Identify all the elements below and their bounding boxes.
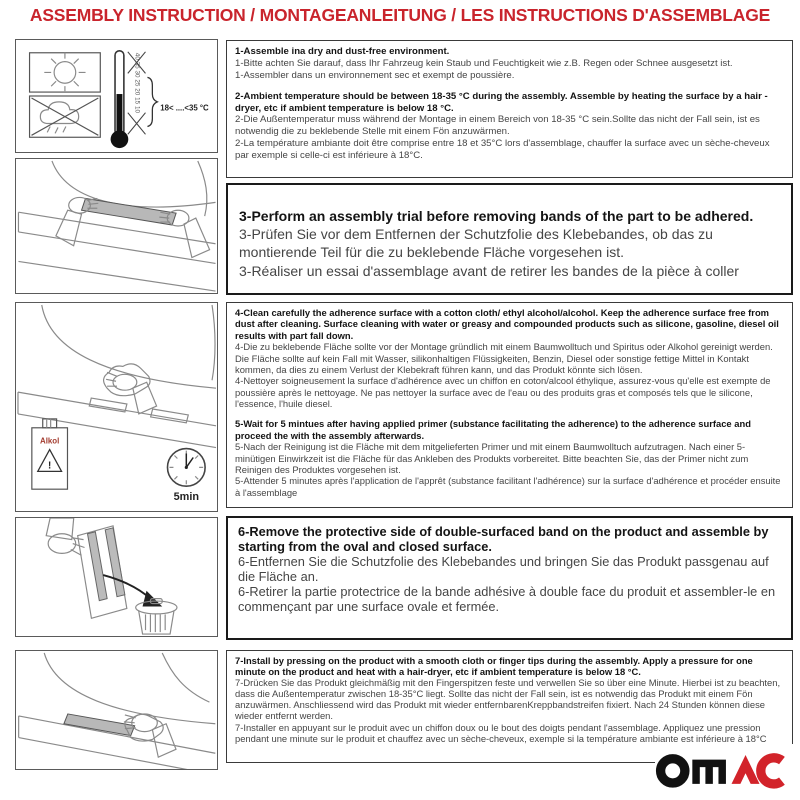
climate-illustration — [15, 39, 218, 153]
sill-plate-strip — [82, 198, 177, 225]
step-1 — [235, 46, 784, 82]
step-5-de: 5-Nach der Reinigung ist die Fläche mit dem mitgelieferten Primer und mit einem Baumwolltuch aufzutragen. Nach einer 5-minütigen Einwirkzeit ist die Fläche für das Ankleben des Produkts vorbereitet. Bitte beachten Sie, das der Primer nicht zum Reinigen des Produktes vorgesehen ist. — [235, 441, 749, 475]
trash-can-icon — [136, 599, 177, 634]
instructions-step-3 — [226, 183, 793, 295]
step-3-fr: 3-Réaliser un essai d'assemblage avant de retirer les bandes de la pièce à coller — [239, 262, 739, 279]
step-6-en: 6-Remove the protective side of double-surfaced band on the product and assemble by starting from the oval and closed surface. — [238, 524, 769, 554]
step-4-fr: 4-Nettoyer soigneusement la surface d'adhérence avec un chiffon en coton/alcool éthylique, assurez-vous qu'elle est exempte de poussière après le nettoyage. Ne pas nettoyer la surface avec de l'eau ou des produits gras et composés tels que le silicone, l'essence, l'huile diesel. — [235, 375, 771, 409]
clock-icon — [167, 449, 205, 503]
step-4-en: 4-Clean carefully the adherence surface with a cotton cloth/ ethyl alcohol/alcohol. Keep the adherence surface free from dust after cleaning. Surface cleaning with water or greasy and compounded products such as silicone, gasoline, diesel oil results with part fall down. — [235, 307, 779, 341]
step-6 — [238, 525, 781, 615]
step-6-de: 6-Entfernen Sie die Schutzfolie des Klebebandes und bringen Sie das Produkt passgenau auf die Fläche an. — [238, 553, 769, 584]
adhesive-band-strip — [105, 528, 125, 597]
omac-logo — [655, 744, 795, 794]
step-2-de: 2-Die Außentemperatur muss während der Montage in einem Bereich von 18-35 °C sein.Sollte das nicht der Fall sein, ist es notwendig die zu beklebende Stelle mit einem Fön anzuwärmen. — [235, 114, 760, 138]
thermometer-icon — [111, 51, 209, 148]
clock-label: 5min — [173, 491, 200, 504]
temp-range-label: 18< ....<35 °C — [160, 103, 209, 113]
step-7-fr: 7-Installer en appuyant sur le produit avec un chiffon doux ou le bout des doigts pendant l'assemblage. Appliquez une pression pendant une minute sur le produit et chauffez avec un sèche-cheveux, exemple si la température ambiante est inférieure à 18°C — [235, 721, 767, 744]
sun-icon — [30, 53, 101, 92]
step-1-fr: 1-Assembler dans un environnement sec et exempt de poussière. — [235, 69, 515, 81]
peel-band-illustration — [15, 517, 218, 637]
page-title: ASSEMBLY INSTRUCTION / MONTAGEANLEITUNG / LES INSTRUCTIONS D'ASSEMBLAGE — [29, 5, 771, 25]
step-2 — [235, 91, 784, 162]
logo-letter-a — [732, 755, 760, 784]
climate-icons — [16, 40, 217, 152]
logo-letter-o — [661, 759, 685, 783]
step-3-de: 3-Prüfen Sie vor dem Entfernen der Schutzfolie des Klebebandes, ob das zu montierende Teil für die zu beklebende Fläche vorgesehen ist. — [239, 226, 713, 261]
sill-plate-strip — [64, 714, 135, 736]
step-5-en: 5-Wait for 5 mintues after having applied primer (substance facilitating the adherence) to the adherence surface and proceed the with the assembly afterwards. — [235, 418, 751, 441]
car-door-sill-icon — [19, 653, 216, 769]
step-2-en: 2-Ambient temperature should be between 18-35 °C during the assembly. Assemble by heating the surface by a hair -dryer, etc if ambient temperature is below 18 °C. — [235, 90, 768, 114]
instructions-step-1-2 — [226, 40, 793, 178]
adhesive-band-strip — [87, 532, 107, 601]
step-1-en: 1-Assemble ina dry and dust-free environment. — [235, 46, 450, 57]
step-4 — [235, 307, 784, 409]
step-1-de: 1-Bitte achten Sie darauf, dass Ihr Fahrzeug kein Staub und Feuchtigkeit wie z.B. Regen oder Schnee ausgesetzt ist. — [235, 57, 733, 69]
logo-letter-c — [761, 758, 782, 784]
brace-glyph — [147, 77, 157, 126]
instructions-step-6 — [226, 516, 793, 640]
step-7-de: 7-Drücken Sie das Produkt gleichmäßig mit den Fingerspitzen feste und verwellen Sie so über eine Minute. Hierbei ist zu beachten, dass die Außentemperatur zwischen 18-35°C liegt. Sollte das nicht der Fall sein, ist es notwendig das Produkt mit einem Fön anzuwärmen. Anschliessend wird das Produkt mit wieder entfernbarenKreppbandstreifen fixiert. Nach 24 Stunden können diese wieder entfernt werden. — [235, 677, 781, 722]
logo-letter-m — [692, 760, 726, 784]
pressing-hand-icon — [124, 714, 176, 757]
cleaning-illustration — [15, 302, 218, 512]
thermometer-scale: 40 35 30 25 20 15 10 — [133, 52, 141, 114]
alcohol-bottle-icon — [32, 419, 68, 489]
step-7-en: 7-Install by pressing on the product with a smooth cloth or finger tips during the assembly. Apply a pressure for one minute on the product and heat with a hair-dryer, etc if ambient temperature is below 18 °C. — [235, 655, 753, 678]
step-2-fr: 2-La température ambiante doit être comprise entre 18 et 35°C lors d'assemblage, chauffer la surface avec un sèche-cheveux par exemple si celle-ci est inférieure à 18°C. — [235, 138, 770, 162]
product-plate — [78, 526, 127, 618]
trial-fit-illustration — [15, 158, 218, 294]
warning-exclamation: ! — [48, 460, 52, 472]
no-rain-icon — [30, 96, 101, 137]
instructions-step-4-5 — [226, 302, 793, 508]
step-4-de: 4-Die zu beklebende Fläche sollte vor der Montage gründlich mit einem Baumwolltuch und Spiritus oder Alkohol gereinigt werden. Die Fläche sollte auf kein Fall mit Wasser, silikonhaltigen Flüssigkeiten, Benzin, Diesel oder sonstige fettige Mittel in Kontakt kommen, da dies zu einem Verlust der Klebekraft führen kann, und das Produkt könnte sich lösen. — [235, 341, 773, 375]
step-3-en: 3-Perform an assembly trial before removing bands of the part to be adhered. — [239, 208, 754, 224]
wiping-hand-icon — [104, 364, 157, 414]
car-door-sill-icon — [18, 161, 215, 291]
step-7 — [235, 655, 784, 744]
right-hand-icon — [159, 210, 209, 257]
step-5 — [235, 418, 784, 498]
step-3 — [239, 207, 781, 280]
bottle-label: Alkol — [39, 436, 60, 446]
step-6-fr: 6-Retirer la partie protectrice de la bande adhésive à double face du produit et assembler-le en commençant par une surface ovale et fermée. — [238, 583, 776, 614]
step-5-fr: 5-Attender 5 minutes après l'application de l'apprêt (substance facilitant l'adhérence) sur la surface d'adhérence et procéder ensuite à l'assemblage — [235, 475, 781, 498]
press-install-illustration — [15, 650, 218, 770]
arrow-icon — [103, 575, 162, 606]
hand-icon — [46, 518, 84, 555]
